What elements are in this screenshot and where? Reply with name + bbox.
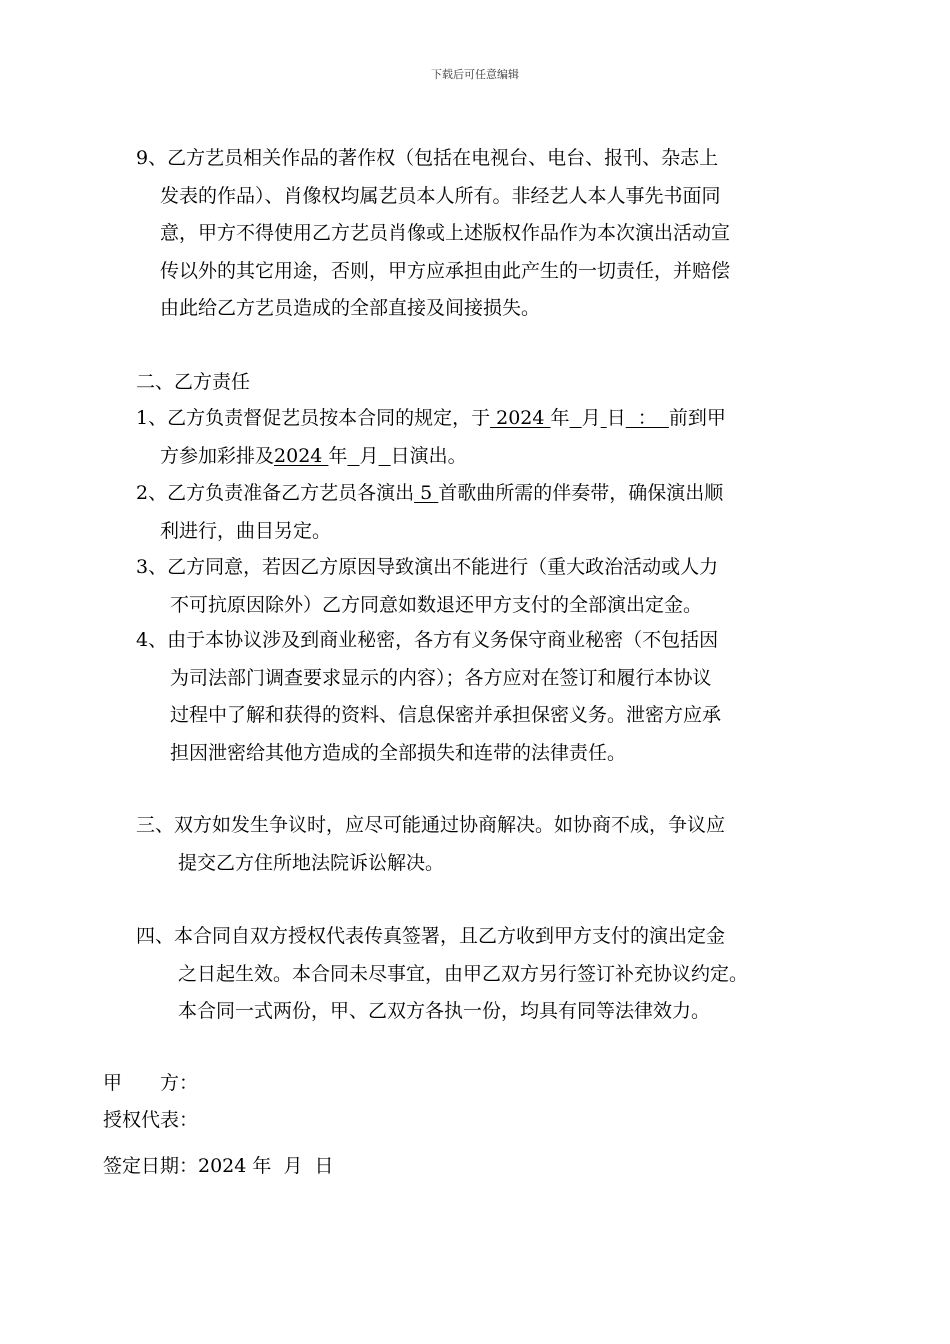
item-1-year2-blank: 2024 bbox=[274, 444, 329, 467]
clause-9-line-2: 发表的作品）、肖像权均属艺员本人所有。非经艺人本人事先书面同 bbox=[160, 184, 721, 207]
clause-9-line-1: 9、乙方艺员相关作品的著作权（包括在电视台、电台、报刊、杂志上 bbox=[136, 147, 719, 169]
item-2-count-blank: 5 bbox=[414, 482, 439, 504]
section-2-item-4 bbox=[136, 622, 721, 772]
section-4-line-1: 四、本合同自双方授权代表传真签署，且乙方收到甲方支付的演出定金 bbox=[136, 925, 726, 947]
item-4-line-3: 过程中了解和获得的资料、信息保密并承担保密义务。泄密方应承 bbox=[170, 704, 722, 726]
item-2-line-1 bbox=[136, 475, 723, 513]
item-1-text-a: 1、乙方负责督促艺员按本合同的规定，于 bbox=[136, 407, 491, 429]
item-1-text-e: 前到甲 bbox=[668, 407, 726, 429]
item-1-month2-blank bbox=[347, 445, 359, 467]
section-2-heading: 二、乙方责任 bbox=[136, 371, 251, 393]
representative-label: 授权代表： bbox=[103, 1109, 199, 1131]
item-1-text-c: 月 bbox=[581, 407, 601, 429]
signing-date: 签定日期：2024 年 月 日 bbox=[103, 1155, 334, 1177]
item-1-text-h: 月 bbox=[359, 444, 379, 467]
item-1-text-d: 日 bbox=[606, 407, 626, 429]
item-4-line-4: 担因泄密给其他方造成的全部损失和连带的法律责任。 bbox=[170, 741, 627, 764]
item-1-text-g: 年 bbox=[328, 444, 348, 467]
item-1-text-f: 方参加彩排及 bbox=[160, 444, 275, 467]
section-3-line-1: 三、双方如发生争议时，应尽可能通过协商解决。如协商不成，争议应 bbox=[136, 814, 726, 836]
party-a-label: 甲 方： bbox=[103, 1072, 199, 1094]
item-3-line-2: 不可抗原因除外）乙方同意如数退还甲方支付的全部演出定金。 bbox=[170, 593, 703, 616]
section-3 bbox=[136, 807, 725, 882]
section-3-line-2: 提交乙方住所地法院诉讼解决。 bbox=[178, 851, 445, 874]
item-1-line-1 bbox=[136, 400, 726, 438]
item-1-month-blank bbox=[570, 407, 582, 429]
item-4-line-2: 为司法部门调查要求显示的内容）；各方应对在签订和履行本协议 bbox=[170, 666, 712, 689]
clause-9-line-4: 传以外的其它用途，否则，甲方应承担由此产生的一切责任，并赔偿 bbox=[160, 259, 731, 282]
section-2-item-1 bbox=[136, 400, 726, 475]
clause-9 bbox=[136, 140, 730, 328]
section-2-item-2 bbox=[136, 475, 723, 550]
page-header-note: 下载后可任意编辑 bbox=[431, 68, 519, 81]
item-2-text-a: 2、乙方负责准备乙方艺员各演出 bbox=[136, 482, 415, 504]
item-1-day2-blank bbox=[379, 445, 391, 467]
section-2-item-3 bbox=[136, 549, 718, 624]
item-1-text-i: 日演出。 bbox=[390, 444, 467, 467]
item-1-line-2 bbox=[136, 438, 726, 476]
item-1-time-blank: ： bbox=[625, 407, 669, 429]
item-4-line-1: 4、由于本协议涉及到商业秘密，各方有义务保守商业秘密（不包括因 bbox=[136, 629, 719, 651]
section-4-line-3: 本合同一式两份，甲、乙双方各执一份，均具有同等法律效力。 bbox=[178, 1000, 711, 1022]
item-2-text-b: 首歌曲所需的伴奏带，确保演出顺 bbox=[438, 482, 724, 504]
item-1-text-b: 年 bbox=[550, 407, 570, 429]
clause-9-line-5: 由此给乙方艺员造成的全部直接及间接损失。 bbox=[160, 297, 541, 319]
item-1-year-blank: 2024 bbox=[490, 407, 551, 429]
section-4-line-2: 之日起生效。本合同未尽事宜，由甲乙双方另行签订补充协议约定。 bbox=[178, 962, 749, 985]
item-3-line-1: 3、乙方同意，若因乙方原因导致演出不能进行（重大政治活动或人力 bbox=[136, 556, 719, 578]
item-2-line-2: 利进行，曲目另定。 bbox=[160, 519, 332, 542]
section-4 bbox=[136, 918, 748, 1031]
clause-9-line-3: 意，甲方不得使用乙方艺员肖像或上述版权作品作为本次演出活动宣 bbox=[160, 222, 731, 244]
